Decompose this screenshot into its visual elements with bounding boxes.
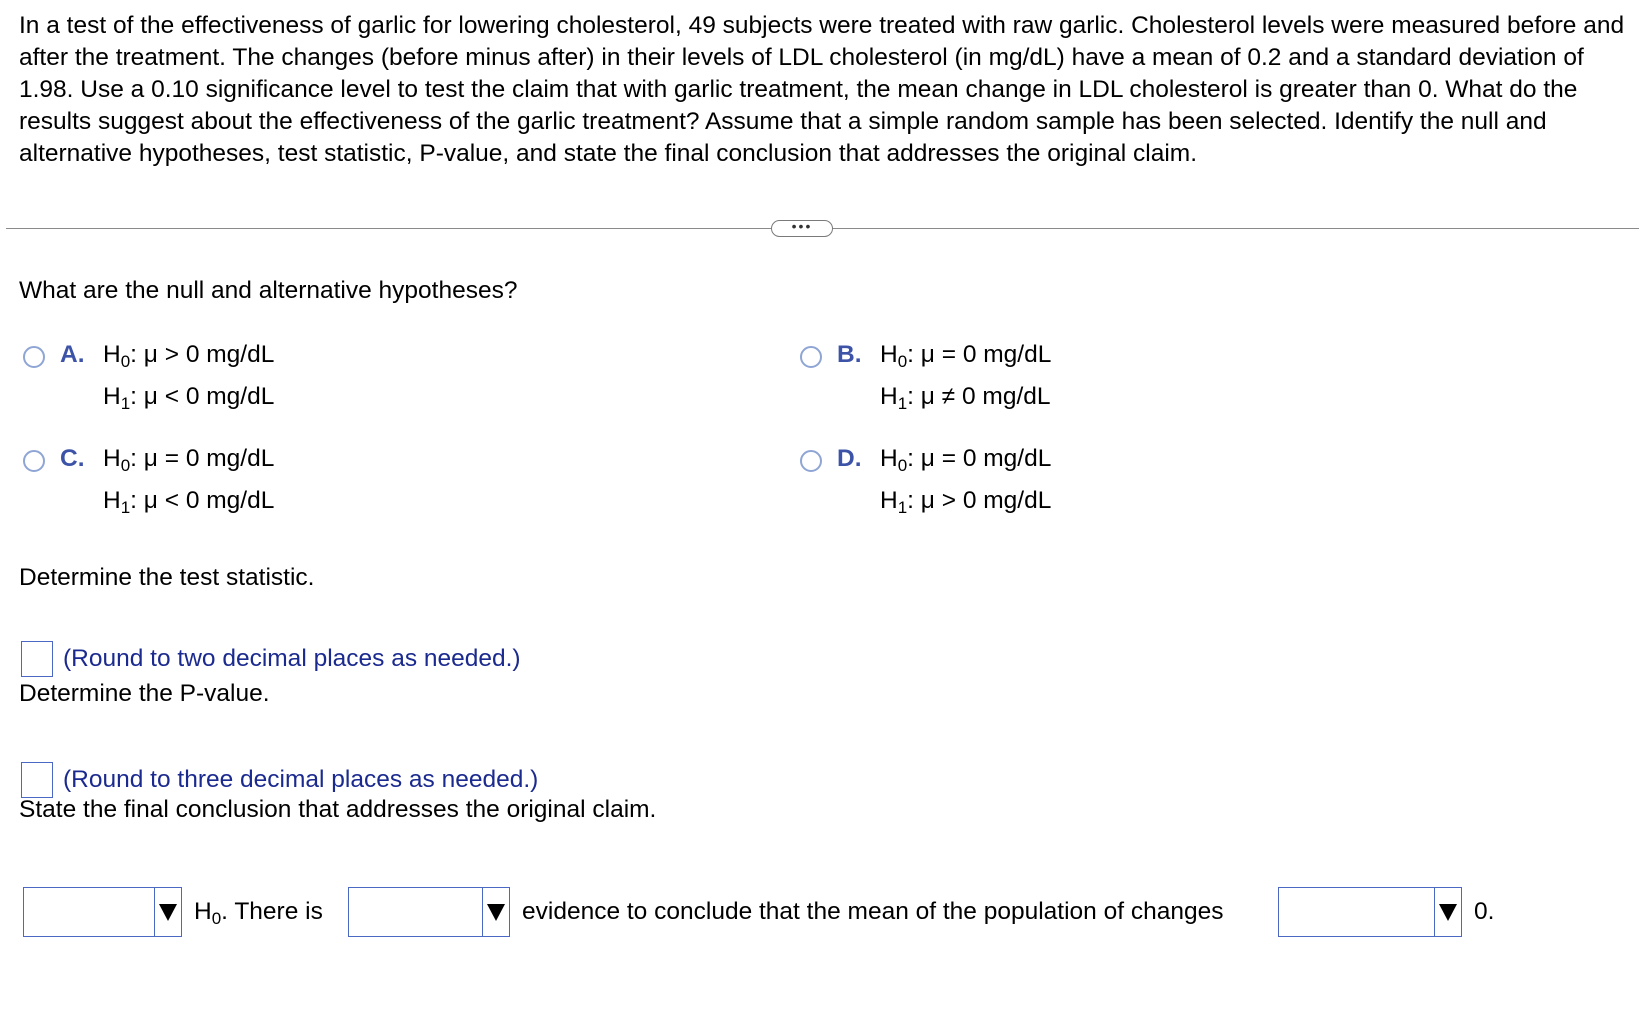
option-a-letter: A. xyxy=(60,341,85,368)
option-c-radio[interactable] xyxy=(23,450,45,472)
dropdown-arrow[interactable] xyxy=(482,888,509,936)
option-d-h0: $H_0$: μ = 0 mg/dL xyxy=(880,445,1052,475)
triangle-down-icon xyxy=(159,904,177,921)
option-c-h0: $H_0$: μ = 0 mg/dL xyxy=(103,445,275,475)
dropdown-arrow[interactable] xyxy=(1434,888,1461,936)
p-value-question: Determine the P-value. xyxy=(19,680,270,707)
comparison-dropdown[interactable] xyxy=(1278,887,1462,937)
problem-statement: In a test of the effectiveness of garlic for lowering cholesterol, 49 subjects were treated with raw garlic. Cholesterol levels were measured before and after the treatment. The changes (before minus after) in their levels of LDL cholesterol (in mg/dL) have a mean of 0.2 and a standard deviation of 1.98. Use a 0.10 significance level to test the claim that with garlic treatment, the mean change in LDL cholesterol is greater than 0. What do the results suggest about the effectiveness of the garlic treatment? Assume that a simple random sample has been selected. Identify the null and alternative hypotheses, test statistic, P-value, and state the final conclusion that addresses the original claim. xyxy=(19,12,1625,167)
test-statistic-hint: (Round to two decimal places as needed.) xyxy=(63,645,521,672)
option-b-letter: B. xyxy=(837,341,862,368)
hypotheses-question: What are the null and alternative hypotheses? xyxy=(19,277,518,304)
option-b-h1: $H_1$: μ ≠ 0 mg/dL xyxy=(880,383,1051,413)
test-statistic-input[interactable] xyxy=(21,641,53,677)
option-a-h1: $H_1$: μ < 0 mg/dL xyxy=(103,383,275,413)
expand-more-button[interactable]: ••• xyxy=(771,220,833,237)
option-b-radio[interactable] xyxy=(800,346,822,368)
option-b-h0: $H_0$: μ = 0 mg/dL xyxy=(880,341,1052,371)
option-d-h1: $H_1$: μ > 0 mg/dL xyxy=(880,487,1052,517)
option-a-radio[interactable] xyxy=(23,346,45,368)
option-a-h0: $H_0$: μ > 0 mg/dL xyxy=(103,341,275,371)
option-c-h1: $H_1$: μ < 0 mg/dL xyxy=(103,487,275,517)
conclusion-question: State the final conclusion that addresses the original claim. xyxy=(19,796,657,823)
dropdown-arrow[interactable] xyxy=(154,888,181,936)
conclusion-h0-text: $H_0$. There is xyxy=(194,898,323,928)
option-c-letter: C. xyxy=(60,445,85,472)
triangle-down-icon xyxy=(1439,904,1457,921)
option-d-letter: D. xyxy=(837,445,862,472)
p-value-input[interactable] xyxy=(21,762,53,798)
option-d-radio[interactable] xyxy=(800,450,822,472)
reject-decision-dropdown[interactable] xyxy=(23,887,182,937)
test-statistic-question: Determine the test statistic. xyxy=(19,564,315,591)
p-value-hint: (Round to three decimal places as needed.) xyxy=(63,766,539,793)
evidence-level-dropdown[interactable] xyxy=(348,887,510,937)
conclusion-middle-text: evidence to conclude that the mean of the population of changes xyxy=(522,898,1224,925)
conclusion-end-text: 0. xyxy=(1474,898,1495,925)
triangle-down-icon xyxy=(487,904,505,921)
